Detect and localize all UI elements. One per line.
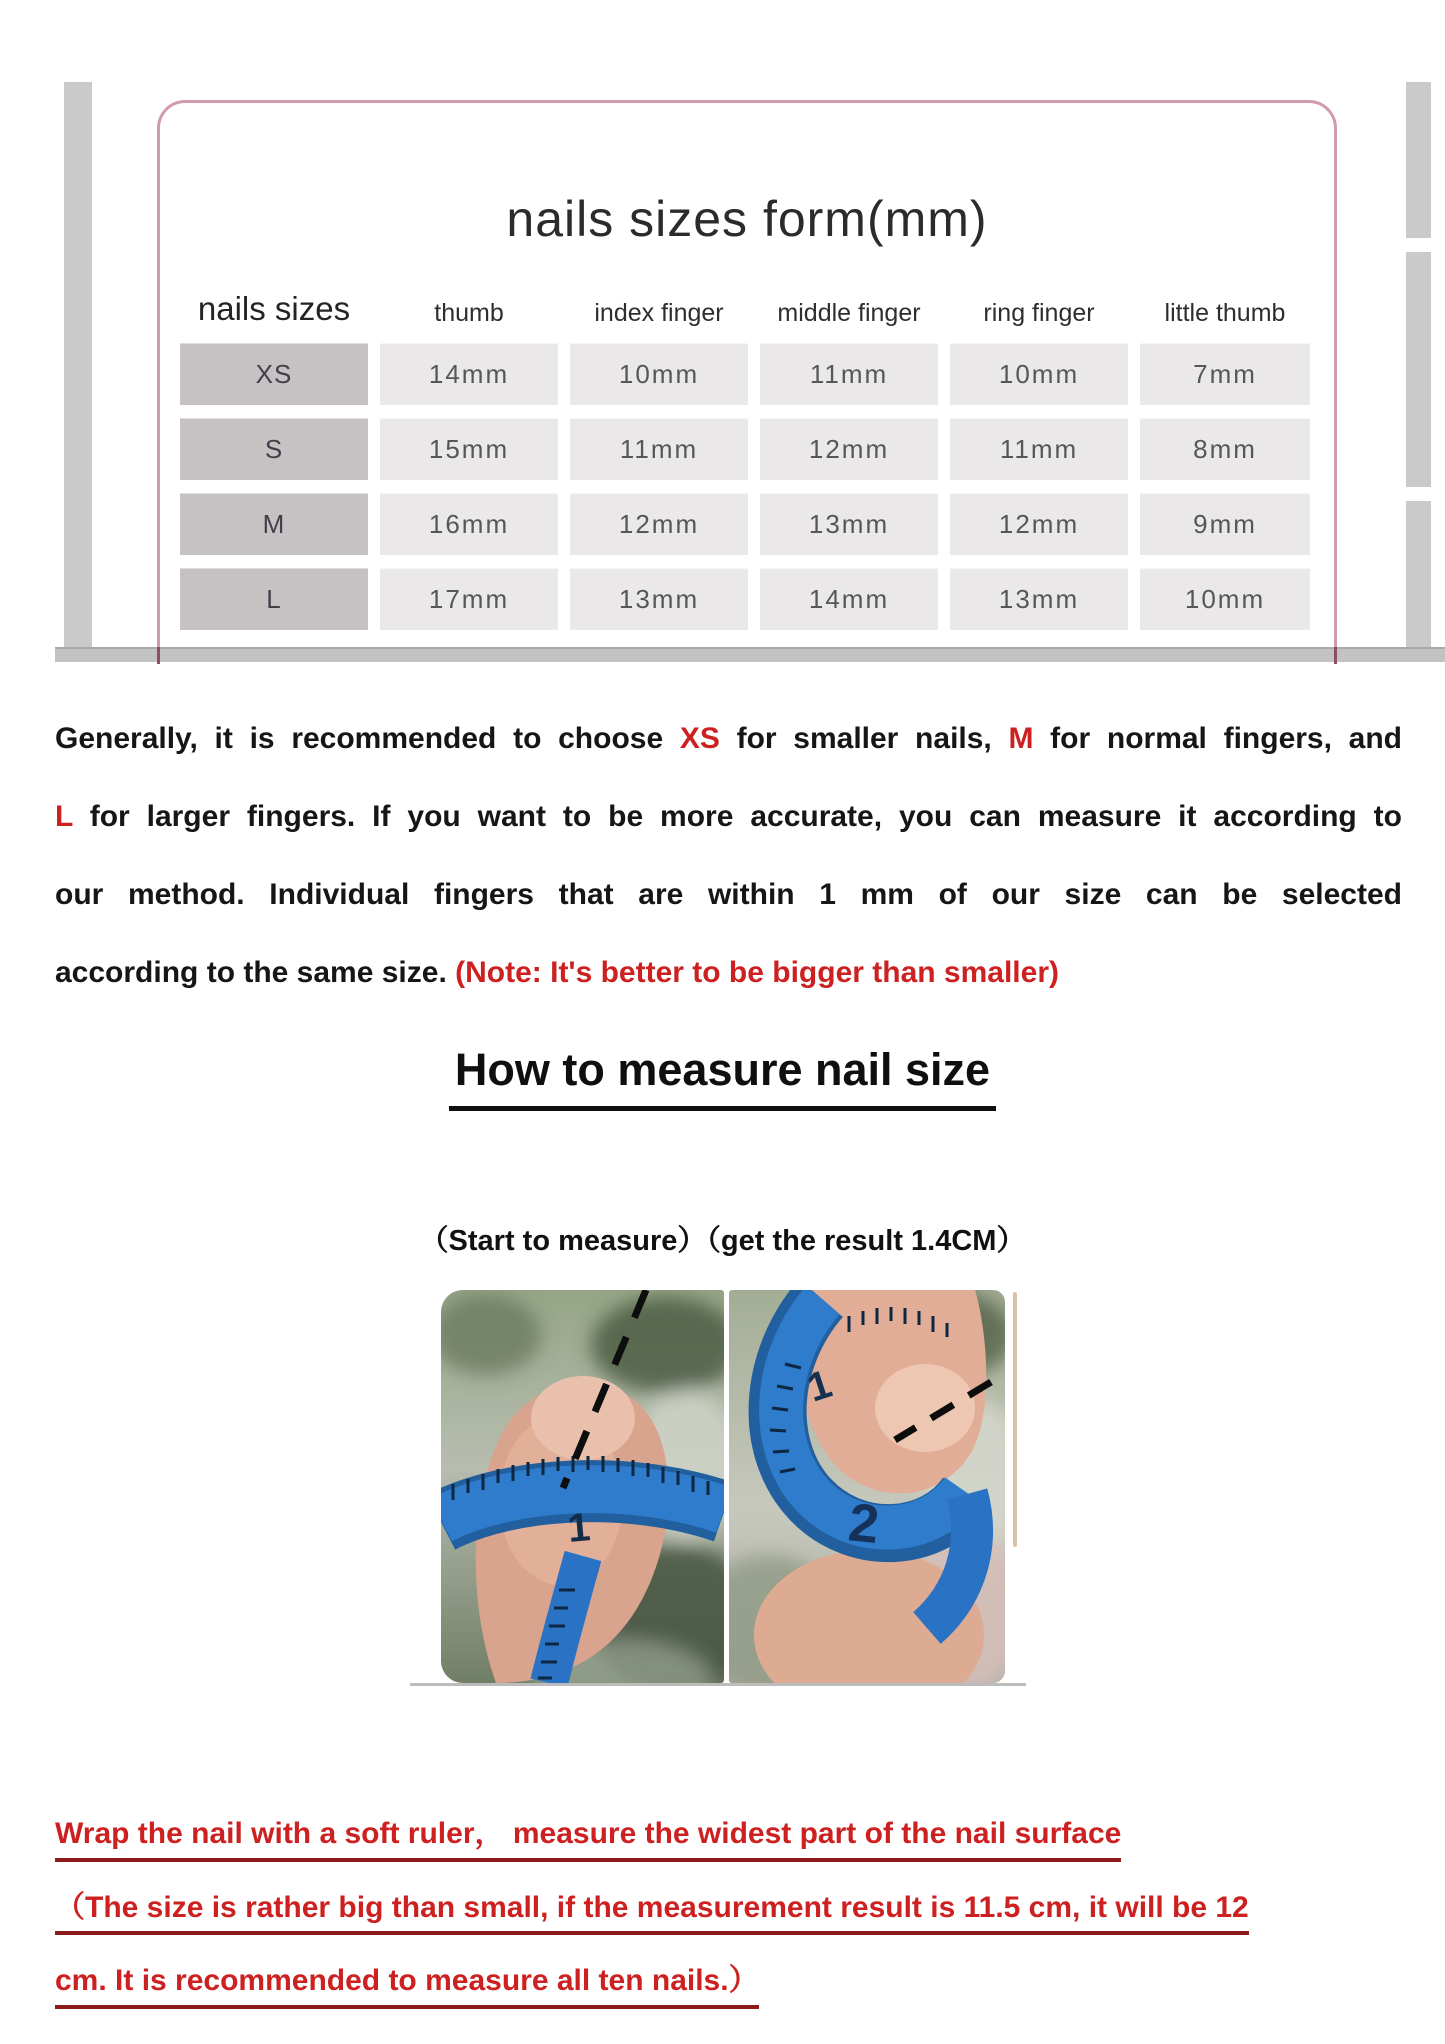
table-cell: 12mm [570, 493, 748, 555]
right-edge-strip-bottom [1406, 501, 1431, 647]
right-edge-strip-middle [1406, 252, 1431, 487]
nail-sizes-table [180, 280, 1310, 630]
tape-number: 2 [845, 1492, 882, 1556]
table-cell: 10mm [950, 343, 1128, 405]
size-m-highlight: M [1008, 722, 1034, 755]
table-cell: 12mm [760, 418, 938, 480]
table-cell: 15mm [380, 418, 558, 480]
column-header-thumb: thumb [434, 299, 504, 327]
photo-start-to-measure [441, 1290, 724, 1683]
column-header-little-thumb: little thumb [1164, 299, 1286, 327]
tape-number: 1 [802, 1361, 837, 1411]
column-header-index-finger: index finger [594, 299, 724, 327]
left-edge-strip [64, 82, 92, 647]
ruler-instruction-note [55, 1815, 1249, 2036]
table-cell: 17mm [380, 568, 558, 630]
divider-band [55, 647, 1445, 662]
note-text: （The size is rather big than small, if the measurement result is 11.5 cm, it will be 12 [55, 1889, 1249, 1936]
table-cell: 9mm [1140, 493, 1310, 555]
measure-photos [441, 1290, 1005, 1683]
table-cell: 13mm [570, 568, 748, 630]
table-cell: 12mm [950, 493, 1128, 555]
row-label-m: M [180, 493, 368, 555]
photo-underline [410, 1683, 1026, 1686]
table-cell: 13mm [760, 493, 938, 555]
paragraph-text: according to the same size. [55, 956, 456, 989]
photo-measure-result [729, 1290, 1005, 1683]
row-label-l: L [180, 568, 368, 630]
table-cell: 10mm [1140, 568, 1310, 630]
column-header-ring-finger: ring finger [983, 299, 1095, 327]
paragraph-text: Generally, it is recommended to choose [55, 722, 680, 755]
thumb-nail [875, 1364, 975, 1452]
size-xs-highlight: XS [679, 722, 720, 755]
size-l-highlight: L [55, 800, 73, 833]
note-text: cm. It is recommended to measure all ten nails.） [55, 1962, 759, 2009]
measure-caption: （Start to measure）（get the result 1.4CM） [419, 1225, 1026, 1257]
table-cell: 13mm [950, 568, 1128, 630]
note-line [55, 1962, 1249, 2009]
table-cell: 11mm [760, 343, 938, 405]
right-edge-strip-top [1406, 82, 1431, 238]
table-cell: 7mm [1140, 343, 1310, 405]
paragraph-text: for smaller nails, [719, 722, 1009, 755]
column-header-middle-finger: middle finger [777, 299, 921, 327]
note-line [55, 1815, 1249, 1862]
table-cell: 14mm [380, 343, 558, 405]
card-border-stub-right [1334, 647, 1337, 664]
table-cell: 11mm [570, 418, 748, 480]
paragraph-line: our method. Individual fingers that are within 1 mm of our size can be selected [55, 878, 1402, 911]
table-corner-header: nails sizes [197, 290, 351, 327]
tape-number: 1 [565, 1505, 592, 1551]
table-cell: 16mm [380, 493, 558, 555]
table-cell: 11mm [950, 418, 1128, 480]
how-to-measure-heading [0, 1044, 1445, 1111]
paragraph-line [55, 778, 1402, 856]
card-border-stub-left [157, 647, 160, 664]
photo-edge-artifact [1013, 1292, 1017, 1547]
table-cell: 10mm [570, 343, 748, 405]
row-label-s: S [180, 418, 368, 480]
row-label-xs: XS [180, 343, 368, 405]
heading-text: How to measure nail size [449, 1044, 996, 1111]
paragraph-line [55, 934, 1402, 1012]
note-line [55, 1889, 1249, 1936]
note-highlight: (Note: It's better to be bigger than smaller) [455, 956, 1059, 989]
table-cell: 14mm [760, 568, 938, 630]
paragraph-line [55, 700, 1402, 778]
table-cell: 8mm [1140, 418, 1310, 480]
note-text: Wrap the nail with a soft ruler， measure the widest part of the nail surface [55, 1815, 1121, 1862]
paragraph-text: for larger fingers. If you want to be more accurate, you can measure it according to [72, 800, 1402, 833]
size-recommendation-paragraph [55, 700, 1402, 1012]
paragraph-text: for normal fingers, and [1033, 722, 1402, 755]
card-title: nails sizes form(mm) [506, 191, 988, 247]
